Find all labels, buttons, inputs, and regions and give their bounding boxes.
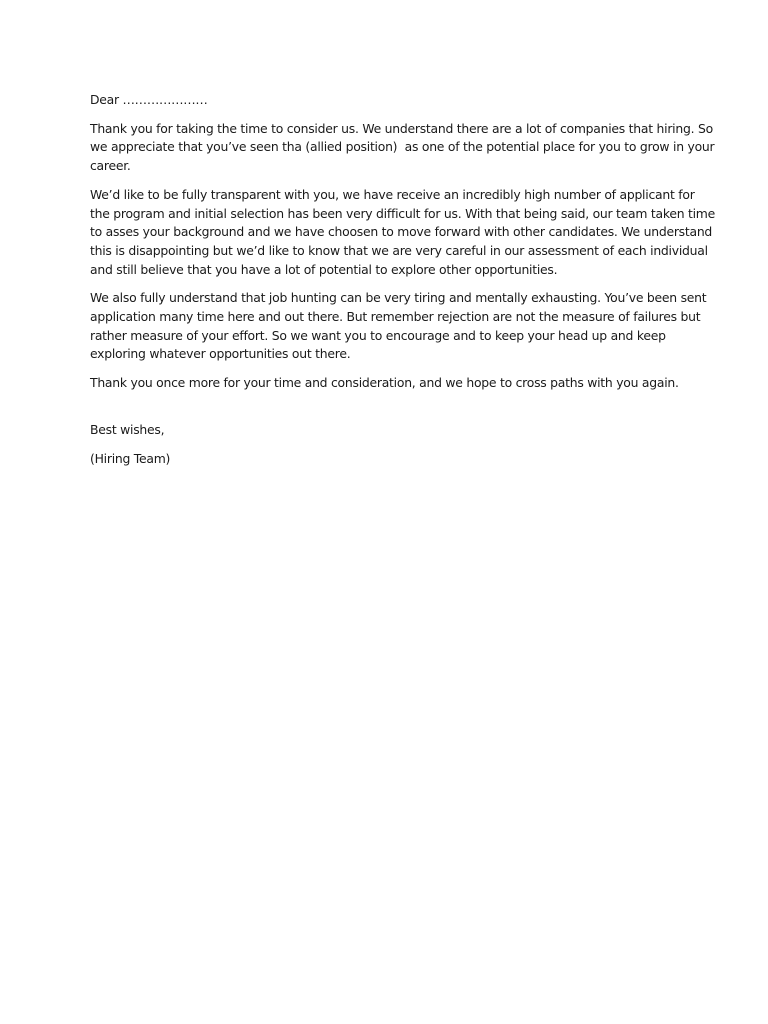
paragraph-line: exploring whatever opportunities out there.: [90, 346, 351, 362]
paragraph-line: We also fully understand that job hunting can be very tiring and mentally exhausting. You’ve been sent: [90, 290, 707, 306]
paragraph-line: Thank you for taking the time to consider us. We understand there are a lot of companies that hiring. So: [90, 120, 713, 136]
paragraph-line: this is disappointing but we’d like to know that we are very careful in our assessment of each individual: [90, 242, 708, 258]
signature-text: (Hiring Team): [90, 450, 171, 466]
signature: [90, 450, 690, 469]
paragraph-line: Thank you once more for your time and consideration, and we hope to cross paths with you again.: [90, 375, 679, 391]
paragraph-line: the program and initial selection has been very difficult for us. With that being said, our team taken time: [90, 205, 715, 221]
paragraph-line: and still believe that you have a lot of potential to explore other opportunities.: [90, 261, 558, 277]
paragraph-thank-you: [90, 120, 715, 176]
letter-body: [90, 91, 715, 478]
salutation-text: Dear …………………: [90, 92, 208, 107]
salutation: [90, 91, 690, 110]
paragraph-line: to asses your background and we have choosen to move forward with other candidates. We understand: [90, 224, 713, 240]
paragraph-closing-thanks: [90, 374, 690, 393]
closing: [90, 421, 690, 440]
paragraph-encouragement: [90, 289, 707, 364]
closing-text: Best wishes,: [90, 421, 165, 437]
blank-line: [90, 403, 690, 421]
paragraph-line: We’d like to be fully transparent with you, we have receive an incredibly high number of applicant for: [90, 186, 695, 202]
paragraph-transparency: [90, 186, 715, 280]
paragraph-line: career.: [90, 158, 131, 174]
paragraph-line: application many time here and out there. But remember rejection are not the measure of failures but: [90, 309, 701, 325]
paragraph-line: rather measure of your effort. So we want you to encourage and to keep your head up and keep: [90, 327, 666, 343]
paragraph-line: we appreciate that you’ve seen tha (allied position) as one of the potential place for you to grow in your: [90, 139, 715, 155]
